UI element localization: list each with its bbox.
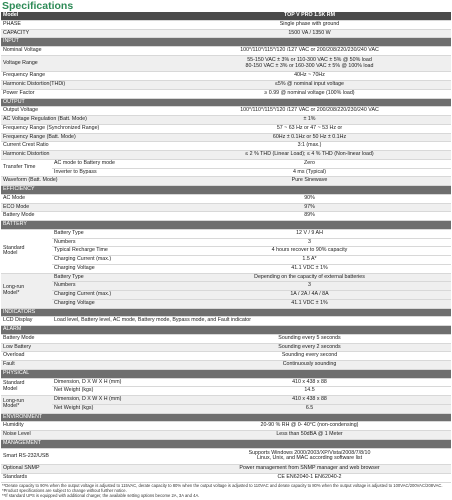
row-value: 90% [168,194,451,203]
row-label: Humidity [1,422,168,431]
row-label: Frequency Range [1,72,168,81]
table-row [1,177,451,186]
row-value: 410 x 438 x 88 [168,378,451,387]
row-value-line: 55-150 VAC ± 3% or 110-300 VAC ± 5% @ 50% load [247,57,372,64]
row-value-line: 80-150 VAC ± 3% or 160-300 VAC ± 5% @ 100% load [245,62,374,69]
row-value: 100*/110*/115*/120 /127 VAC or 200/208/220/230/240 VAC [168,107,451,116]
row-label: Harmonic Distortion [1,151,168,160]
row-label: LCD Display [1,317,52,326]
row-value: 97% [168,203,451,212]
row-value: 1.5 A* [168,256,451,265]
row-value: 60Hz ± 0.1Hz or 50 Hz ± 0.1Hz [168,133,451,142]
row-sublabel: Numbers [52,282,168,291]
model-value: TOP V PRO 1.5K RM [168,12,451,20]
row-value: 1A / 2A / 4A / 8A [168,291,451,300]
row-value: Zero [168,159,451,168]
row-sublabel: Dimension, D X W X H (mm) [52,378,168,387]
row-value [168,55,451,72]
group-label-line: Standard [3,380,25,387]
table-row [1,29,451,38]
section-header [1,98,451,107]
row-label: Waveform (Batt. Mode) [1,177,168,186]
table-row [1,194,451,203]
table-row [1,264,451,273]
row-value: 4 hours recover to 90% capacity [168,247,451,256]
row-label: Standards [1,473,168,482]
row-value: 41.1 VDC ± 1% [168,264,451,273]
row-label: Output Voltage [1,107,168,116]
row-label: PHASE [1,20,168,29]
section-label: PHYSICAL [1,369,451,378]
table-row [1,238,451,247]
row-value: 40Hz ~ 70Hz [168,72,451,81]
model-label: Model [1,12,168,20]
row-sublabel: Battery Type [52,229,168,238]
group-label-line: Standard [3,244,25,251]
section-label: INPUT [1,38,451,47]
row-value: Sounding every 2 seconds [168,343,451,352]
row-value: 12 V / 9 AH [168,229,451,238]
section-label: ENVIRONMENT [1,413,451,422]
group-label [1,396,52,414]
table-row [1,151,451,160]
row-value: 3 [168,238,451,247]
row-value: 3:1 (max.) [168,142,451,151]
section-label: EFFICIENCY [1,186,451,195]
row-label: Harmonic Distortion(THDi) [1,81,168,90]
table-row [1,317,451,326]
table-row [1,203,451,212]
row-value: 410 x 438 x 88 [168,396,451,405]
group-label-line: Long-run [3,284,25,291]
table-row [1,473,451,482]
header-row [1,12,451,20]
row-label: Noise Level [1,431,168,440]
table-row [1,55,451,72]
row-value: Load level, Battery level, AC mode, Battery mode, Bypass mode, and Fault indicator [52,317,451,326]
row-value: 89% [168,212,451,221]
table-row [1,431,451,440]
section-label: ALARM [1,326,451,335]
row-label: Transfer Time [1,159,52,177]
row-label: Optional SNMP [1,465,168,474]
table-row [1,133,451,142]
row-sublabel: Net Weight (kgs) [52,404,168,413]
group-label [1,378,52,396]
row-sublabel: Typical Recharge Time [52,247,168,256]
section-label: BATTERY [1,221,451,230]
row-sublabel: Inverter to Bypass [52,168,168,177]
table-row [1,212,451,221]
section-label: MANAGEMENT [1,439,451,448]
row-value-line: Supports Windows 2000/2003/XP/Vista/2008/7/8/10 [248,449,371,456]
group-label [1,273,52,308]
specifications-table [1,12,451,483]
table-row [1,72,451,81]
table-row [1,396,451,405]
section-header [1,439,451,448]
table-row [1,47,451,56]
table-row [1,107,451,116]
row-sublabel: Net Weight (kgs) [52,387,168,396]
row-label: Current Crest Ratio [1,142,168,151]
row-sublabel: Charging Current (max.) [52,291,168,300]
row-label: CAPACITY [1,29,168,38]
group-label [1,229,52,273]
table-row [1,168,451,177]
row-value: Sounding every second [168,352,451,361]
section-header [1,38,451,47]
group-label-line: Model [3,385,18,392]
row-value: 1500 VA / 1350 W [168,29,451,38]
footnote: **Derate capacity to 90% when the output voltage is adjusted to 115VAC, derate capacity to 80% when the output voltage is adjusted to 110VAC and derate capacity to 80% when the output voltage is adjusted to 100VAC/200VAC/208VAC. *Product specifications are subject to change without further notice. [2,482,443,493]
group-label-line: Model* [3,289,20,296]
group-label-line: Model* [3,403,20,410]
row-value [168,448,451,465]
page-title: Specifications [2,0,74,12]
table-row [1,116,451,125]
row-label: Battery Mode [1,212,168,221]
row-value: Power management from SNMP manager and web browser [168,465,451,474]
row-label: Fault [1,361,168,370]
row-sublabel: Charging Voltage [52,299,168,308]
table-row [1,422,451,431]
section-label: OUTPUT [1,98,451,107]
row-label: Voltage Range [1,55,168,72]
row-value: 57 ~ 63 Hz or 47 ~ 53 Hz or [168,124,451,133]
row-value: Continuously sounding [168,361,451,370]
row-value: Single phase with ground [168,20,451,29]
table-row [1,256,451,265]
row-sublabel: Battery Type [52,273,168,282]
section-header [1,326,451,335]
row-sublabel: Charging Voltage [52,264,168,273]
row-value: 4 ms (Typical) [168,168,451,177]
row-value: ± 1% [168,116,451,125]
row-label: AC Mode [1,194,168,203]
table-row [1,378,451,387]
table-row [1,343,451,352]
footnote: **If standard UPS is equipped with additional charger, the available setting options become 2A, 3A and 4A. [2,493,200,499]
table-row [1,229,451,238]
row-value: 41.1 VDC ± 1% [168,299,451,308]
row-value: 6.5 [168,404,451,413]
row-label: ECO Mode [1,203,168,212]
row-value: 14.5 [168,387,451,396]
row-value: 100*/110*/115*/120 /127 VAC or 200/208/220/230/240 VAC [168,47,451,56]
table-row [1,142,451,151]
row-value: CE EN62040-1 EN62040-2 [168,473,451,482]
row-label: Frequency Range (Synchronized Range) [1,124,168,133]
table-row [1,81,451,90]
section-label: INDICATORS [1,308,451,317]
row-sublabel: Charging Current (max.) [52,256,168,265]
table-row [1,89,451,98]
row-label: Smart RS-232/USB [1,448,168,465]
row-value: Pure Sinewave [168,177,451,186]
table-row [1,299,451,308]
section-header [1,221,451,230]
table-row [1,465,451,474]
group-label-line: Long-run [3,397,25,404]
section-header [1,308,451,317]
row-label: Frequency Range (Batt. Mode) [1,133,168,142]
table-row [1,124,451,133]
row-label: Low Battery [1,343,168,352]
row-label: Battery Mode [1,334,168,343]
section-header [1,186,451,195]
row-label: Power Factor [1,89,168,98]
table-row [1,448,451,465]
table-row [1,352,451,361]
section-header [1,413,451,422]
row-value: Depending on the capacity of external batteries [168,273,451,282]
row-label: AC Voltage Regulation (Batt. Mode) [1,116,168,125]
row-value: Less than 50dBA @ 1 Meter [168,431,451,440]
row-value: Sounding every 5 seconds [168,334,451,343]
table-row [1,247,451,256]
table-row [1,273,451,282]
table-row [1,404,451,413]
row-label: Nominal Voltage [1,47,168,56]
row-value: ≥ 0.99 @ nominal voltage (100% load) [168,89,451,98]
row-label: Overload [1,352,168,361]
table-row [1,361,451,370]
row-value: 3 [168,282,451,291]
table-row [1,334,451,343]
table-row [1,282,451,291]
row-value: ≤5% @ nominal input voltage [168,81,451,90]
row-value-line: Linux, Unix, and MAC according software list [256,455,363,462]
table-row [1,20,451,29]
group-label-line: Model [3,250,18,257]
section-header [1,369,451,378]
row-value: ≤ 2 % THD (Linear Load); ≤ 4 % THD (Non-linear load) [168,151,451,160]
table-row [1,387,451,396]
table-row [1,159,451,168]
row-sublabel: Numbers [52,238,168,247]
row-sublabel: AC mode to Battery mode [52,159,168,168]
row-value: 20-90 % RH @ 0- 40°C (non-condensing) [168,422,451,431]
row-sublabel: Dimension, D X W X H (mm) [52,396,168,405]
table-row [1,291,451,300]
